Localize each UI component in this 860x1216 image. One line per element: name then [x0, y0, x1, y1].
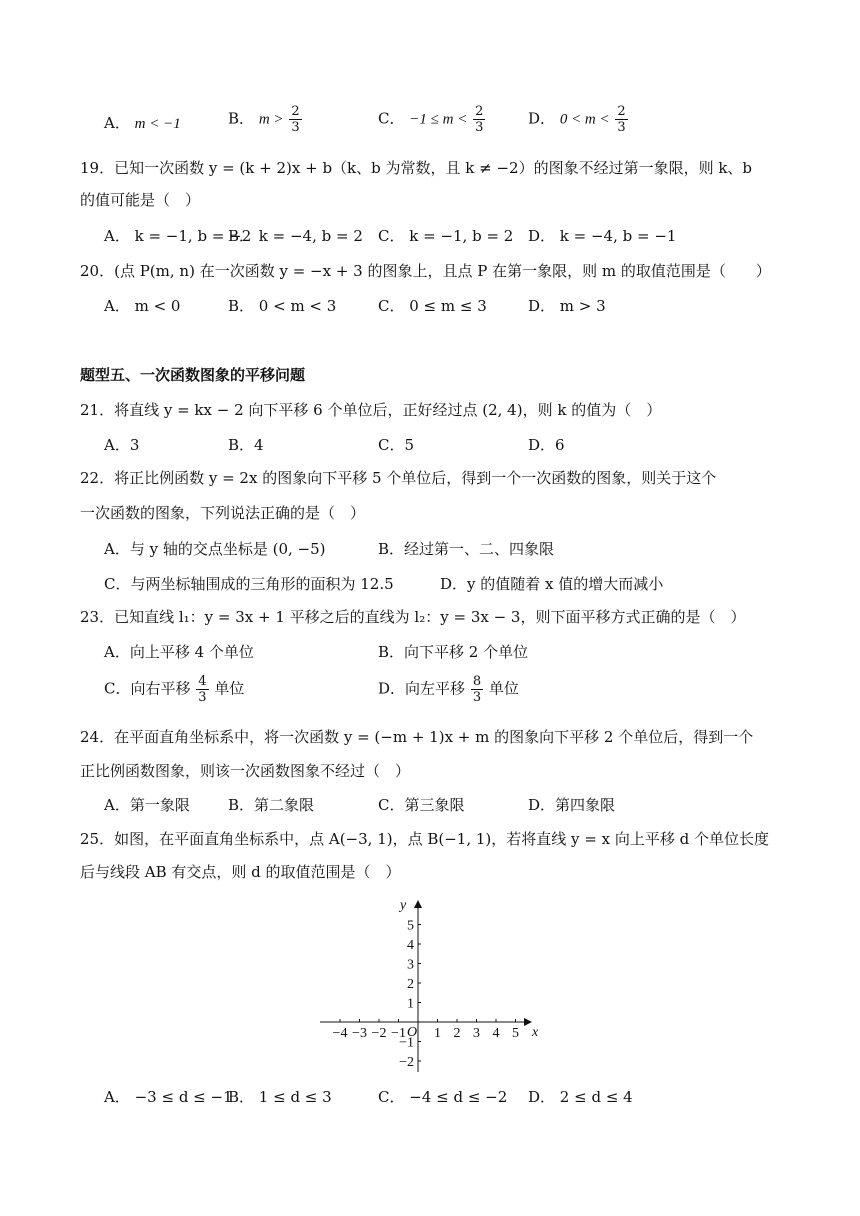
q19-option-b[interactable]: B． k = −4, b = 2 [228, 227, 363, 245]
x-tick-label: −3 [352, 1026, 367, 1041]
q20-option-a[interactable]: A． m < 0 [104, 297, 181, 315]
fraction [473, 104, 485, 135]
q25-stem-line1: 25．如图，在平面直角坐标系中，点 A(−3, 1)，点 B(−1, 1)，若将直线 y = x 向上平移 d 个单位长度 [80, 830, 769, 848]
axis-ticks [333, 919, 519, 1071]
y-tick-label: 4 [407, 938, 414, 953]
q20-stem: 20．(点 P(m, n) 在一次函数 y = −x + 3 的图象上，且点 P 在第一象限，则 m 的取值范围是（ ） [80, 262, 771, 280]
q25-option-a[interactable]: A． −3 ≤ d ≤ −1 [104, 1088, 233, 1106]
fraction-numerator: 2 [291, 104, 300, 119]
q19-option-c[interactable]: C． k = −1, b = 2 [378, 227, 514, 245]
q18-option-a[interactable] [104, 112, 181, 135]
x-tick-label: 5 [512, 1026, 519, 1041]
option-prefix: A． [104, 114, 130, 132]
q24-option-c[interactable]: C．第三象限 [378, 796, 465, 814]
option-prefix: B． [228, 109, 255, 128]
fraction [615, 104, 627, 135]
fraction [196, 674, 208, 705]
q25-option-d[interactable]: D． 2 ≤ d ≤ 4 [528, 1088, 633, 1106]
q24-option-a[interactable]: A．第一象限 [104, 796, 190, 814]
fraction-numerator: 2 [475, 104, 484, 119]
q21-option-a[interactable]: A．3 [104, 436, 140, 454]
q20-option-c[interactable]: C． 0 ≤ m ≤ 3 [378, 297, 487, 315]
q22-stem-line2: 一次函数的图象，下列说法正确的是（ ） [80, 504, 366, 522]
q23-option-c[interactable] [104, 674, 244, 705]
q25-option-b[interactable]: B． 1 ≤ d ≤ 3 [228, 1088, 332, 1106]
x-axis-label: x [532, 1025, 539, 1040]
q23-stem: 23．已知直线 l₁：y = 3x + 1 平移之后的直线为 l₂：y = 3x − 3，则下面平移方式正确的是（ ） [80, 608, 746, 626]
q25-option-c[interactable]: C． −4 ≤ d ≤ −2 [378, 1088, 508, 1106]
q24-option-b[interactable]: B．第二象限 [228, 796, 315, 814]
q21-stem: 21．将直线 y = kx − 2 向下平移 6 个单位后，正好经过点 (2, 4)，则 k 的值为（ ） [80, 401, 662, 419]
q18-option-b[interactable] [228, 104, 303, 135]
q22-option-c[interactable]: C．与两坐标轴围成的三角形的面积为 12.5 [104, 575, 394, 593]
y-tick-label: 1 [407, 996, 414, 1012]
option-expr: m > [258, 111, 284, 128]
q23-option-b[interactable]: B．向下平移 2 个单位 [378, 643, 529, 661]
x-tick-label: 1 [434, 1026, 441, 1041]
fraction-denominator: 3 [475, 120, 484, 135]
y-tick-label: 2 [407, 977, 414, 992]
x-tick-label: −4 [332, 1026, 348, 1041]
fraction [289, 104, 301, 135]
q19-option-a[interactable]: A． k = −1, b = −2 [104, 227, 252, 245]
option-prefix: C．向右平移 [104, 679, 191, 698]
x-tick-label: −1 [391, 1026, 406, 1041]
option-expr: m < −1 [134, 116, 181, 132]
x-tick-label: 2 [453, 1026, 461, 1041]
option-prefix: D． [528, 109, 556, 128]
option-prefix: C． [378, 109, 405, 128]
option-prefix: D．向左平移 [378, 679, 466, 698]
q21-option-b[interactable]: B．4 [228, 436, 264, 454]
q23-option-d[interactable] [378, 674, 519, 705]
q18-option-c[interactable] [378, 104, 486, 135]
option-suffix: 单位 [214, 679, 245, 698]
q22-option-b[interactable]: B．经过第一、二、四象限 [378, 540, 555, 558]
q18-option-d[interactable] [528, 104, 629, 135]
q23-option-a[interactable]: A．向上平移 4 个单位 [104, 643, 254, 661]
fraction-denominator: 3 [198, 690, 207, 705]
option-suffix: 单位 [488, 679, 519, 698]
q25-stem-line2: 后与线段 AB 有交点，则 d 的取值范围是（ ） [80, 863, 401, 881]
x-tick-label: 3 [473, 1026, 480, 1041]
q24-stem-line2: 正比例函数图象，则该一次函数图象不经过（ ） [80, 762, 411, 780]
coordinate-graph [310, 890, 550, 1080]
q24-stem-line1: 24．在平面直角坐标系中，将一次函数 y = (−m + 1)x + m 的图象向下平移 2 个单位后，得到一个 [80, 728, 754, 746]
x-tick-label: −2 [371, 1026, 387, 1041]
q19-option-d[interactable]: D． k = −4, b = −1 [528, 227, 677, 245]
fraction-denominator: 3 [291, 120, 300, 135]
fraction-denominator: 3 [472, 690, 482, 705]
y-axis-label: y [400, 898, 407, 913]
q21-option-c[interactable]: C．5 [378, 436, 415, 454]
q20-option-d[interactable]: D． m > 3 [528, 297, 606, 315]
q19-stem-line1: 19．已知一次函数 y = (k + 2)x + b（k、b 为常数，且 k ≠ −2）的图象不经过第一象限，则 k、b [80, 159, 753, 177]
y-tick-label: 5 [407, 918, 414, 934]
q20-option-b[interactable]: B． 0 < m < 3 [228, 297, 337, 315]
q22-option-a[interactable]: A．与 y 轴的交点坐标是 (0, −5) [104, 540, 326, 558]
y-tick-label: −2 [399, 1055, 414, 1070]
x-tick-label: 4 [492, 1026, 500, 1041]
q24-option-d[interactable]: D．第四象限 [528, 796, 616, 814]
fraction-numerator: 4 [198, 674, 207, 689]
y-tick-label: −1 [399, 1035, 414, 1051]
origin-label: O [407, 1025, 418, 1040]
fraction-numerator: 8 [472, 674, 482, 689]
q22-option-d[interactable]: D．y 的值随着 x 值的增大而减小 [440, 575, 664, 593]
y-tick-label: 3 [407, 957, 414, 973]
fraction-numerator: 2 [617, 104, 626, 119]
fraction [471, 674, 483, 705]
q19-stem-line2: 的值可能是（ ） [80, 191, 201, 209]
option-expr: −1 ≤ m < [409, 111, 468, 128]
option-expr: 0 < m < [559, 111, 610, 128]
section-title: 题型五、一次函数图象的平移问题 [80, 366, 306, 384]
q21-option-d[interactable]: D．6 [528, 436, 565, 454]
q22-stem-line1: 22．将正比例函数 y = 2x 的图象向下平移 5 个单位后，得到一个一次函数的图象，则关于这个 [80, 469, 717, 487]
fraction-denominator: 3 [617, 120, 626, 135]
